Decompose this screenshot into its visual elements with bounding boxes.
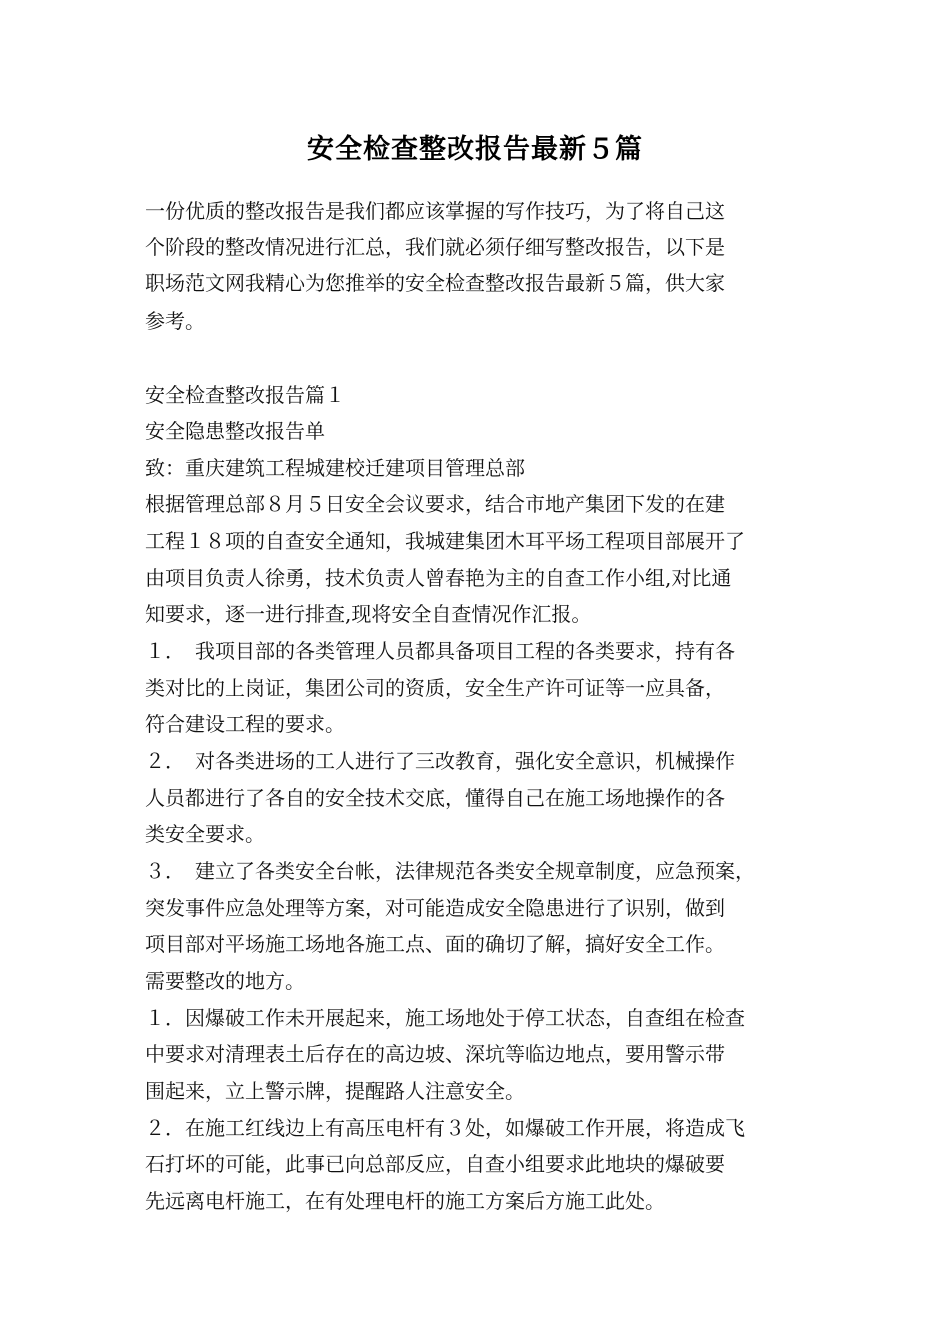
subsection-heading: 需要整改的地方。 [145, 969, 305, 993]
list-item-line: 项目部对平场施工场地各施工点、面的确切了解，搞好安全工作。 [145, 932, 725, 956]
list-item-line: １． 我项目部的各类管理人员都具备项目工程的各类要求，持有各 [145, 639, 735, 663]
document-title: 安全检查整改报告最新５篇 [307, 134, 643, 165]
list-item-line: 类安全要求。 [145, 822, 265, 846]
report-form-title: 安全隐患整改报告单 [145, 419, 325, 443]
list-item-line: １．因爆破工作未开展起来，施工场地处于停工状态，自查组在检查 [145, 1006, 745, 1030]
list-item-line: 突发事件应急处理等方案，对可能造成安全隐患进行了识别，做到 [145, 896, 725, 920]
intro-line-2: 个阶段的整改情况进行汇总，我们就必须仔细写整改报告，以下是 [145, 235, 725, 259]
list-item-line: 先远离电杆施工，在有处理电杆的施工方案后方施工此处。 [145, 1189, 665, 1213]
paragraph-line: 由项目负责人徐勇，技术负责人曾春艳为主的自查工作小组,对比通 [145, 566, 732, 590]
paragraph-line: 知要求，逐一进行排查,现将安全自查情况作汇报。 [145, 602, 592, 626]
list-item-line: 符合建设工程的要求。 [145, 712, 345, 736]
list-item-line: ３． 建立了各类安全台帐，法律规范各类安全规章制度，应急预案， [145, 859, 755, 883]
list-item-line: ２． 对各类进场的工人进行了三改教育，强化安全意识，机械操作 [145, 749, 735, 773]
addressee-line: 致：重庆建筑工程城建校迁建项目管理总部 [145, 456, 525, 480]
paragraph-line: 根据管理总部８月５日安全会议要求，结合市地产集团下发的在建 [145, 492, 725, 516]
list-item-line: 类对比的上岗证，集团公司的资质，安全生产许可证等一应具备， [145, 676, 725, 700]
intro-line-4: 参考。 [145, 309, 205, 333]
intro-line-1: 一份优质的整改报告是我们都应该掌握的写作技巧，为了将自己这 [145, 199, 725, 223]
list-item-line: 石打坏的可能，此事已向总部反应，自查小组要求此地块的爆破要 [145, 1152, 725, 1176]
paragraph-line: 工程１８项的自查安全通知，我城建集团木耳平场工程项目部展开了 [145, 529, 745, 553]
list-item-line: 围起来，立上警示牌，提醒路人注意安全。 [145, 1079, 525, 1103]
intro-line-3: 职场范文网我精心为您推举的安全检查整改报告最新５篇，供大家 [145, 271, 725, 295]
list-item-line: 中要求对清理表土后存在的高边坡、深坑等临边地点，要用警示带 [145, 1042, 725, 1066]
list-item-line: 人员都进行了各自的安全技术交底，懂得自己在施工场地操作的各 [145, 786, 725, 810]
section-heading: 安全检查整改报告篇１ [145, 383, 345, 407]
list-item-line: ２．在施工红线边上有高压电杆有３处，如爆破工作开展，将造成飞 [145, 1116, 745, 1140]
